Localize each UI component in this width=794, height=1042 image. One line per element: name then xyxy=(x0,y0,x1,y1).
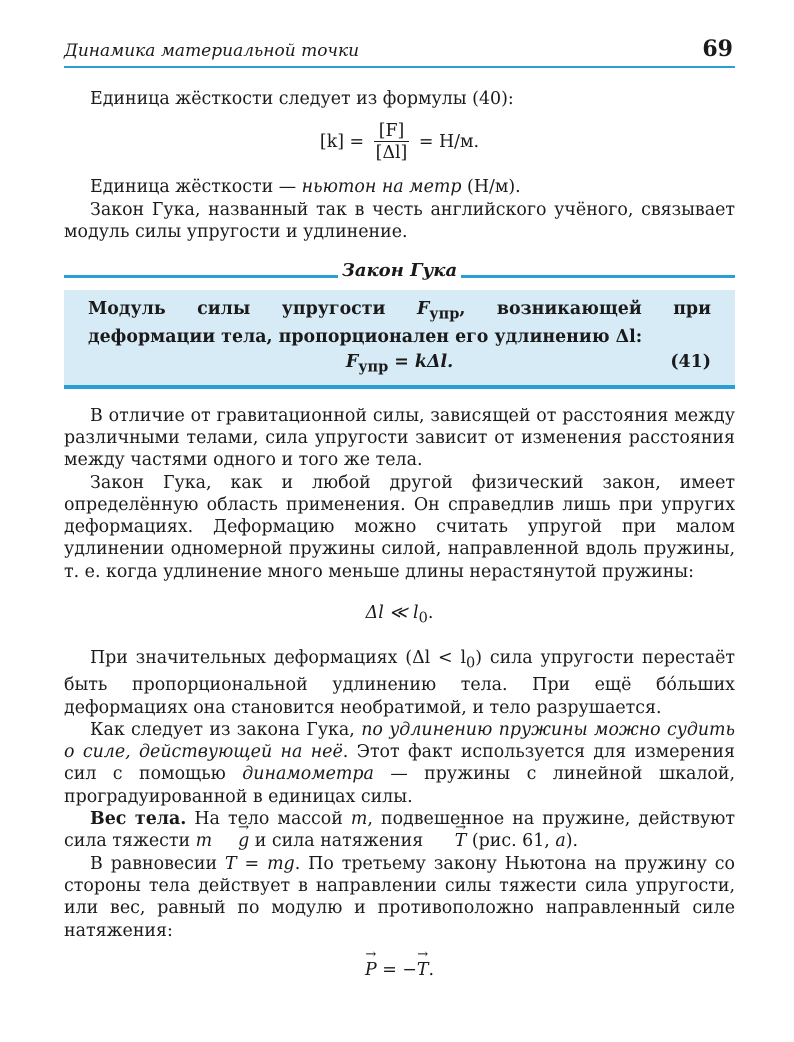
stiffness-unit-formula: [k] = $\frac{[F]}{[\Delta l]}$ = Н/м. xyxy=(319,121,480,164)
p6-end: ) сила упругости перестаёт быть пропорциональной удлинению тела. При ещё бо́льших деформациях она становится необратимой, и тело разрушается. xyxy=(64,647,735,718)
law-header xyxy=(64,260,735,286)
p7-start: Как следует из закона Гука, xyxy=(90,719,362,740)
p7-end: — пружины с линейной шкалой, проградуированной в единицах силы. xyxy=(64,764,735,807)
hooke-law-box xyxy=(64,260,735,388)
running-title: Динамика материальной точки xyxy=(64,41,360,61)
law-F-sub: упр xyxy=(429,305,460,323)
page-number: 69 xyxy=(702,36,733,62)
equation-number: (41) xyxy=(670,351,711,372)
formula2-end: . xyxy=(427,603,434,624)
p8-g-vector: → g xyxy=(212,830,249,852)
small-extension-formula xyxy=(64,603,735,626)
weight-formula xyxy=(64,960,735,980)
law-title: Закон Гука xyxy=(341,260,458,282)
equilibrium-paragraph xyxy=(64,853,735,942)
page-content xyxy=(64,88,735,1000)
unit-text-start: Единица жёсткости — xyxy=(90,177,302,198)
unit-text-end: (Н/м). xyxy=(461,177,521,198)
law-text-end: , возникающей при деформации тела, пропорционален его удлинению Δl: xyxy=(88,299,711,347)
intro-paragraph: Единица жёсткости следует из формулы (40): xyxy=(90,89,514,109)
p9-start: В равновесии xyxy=(90,853,226,874)
p8-fig: (рис. 61, xyxy=(466,831,556,852)
law-F: F xyxy=(416,299,430,320)
p8-end: ). xyxy=(565,831,579,852)
fraction-numerator: [F] xyxy=(374,121,410,142)
p6-sub: 0 xyxy=(466,654,476,671)
law-formula-F: F xyxy=(345,351,359,372)
p7-mid: . Этот факт используется для измерения сил с помощью xyxy=(64,742,735,785)
p8-T-vector: → T xyxy=(429,830,467,852)
law-header-line-right xyxy=(461,275,735,278)
running-header xyxy=(64,36,735,68)
law-text-start: Модуль силы упругости xyxy=(88,299,417,320)
law-formula-F-sub: упр xyxy=(358,358,389,376)
p8-m2: m xyxy=(195,831,213,852)
body-weight-paragraph xyxy=(64,808,735,853)
p8-a: а xyxy=(555,831,566,852)
formula3-P-vector: → P xyxy=(365,960,377,980)
formula-result: = Н/м. xyxy=(418,132,480,153)
p7-italic2: динамометра xyxy=(242,764,374,785)
p8-start: На тело массой xyxy=(186,809,351,830)
formula-fraction xyxy=(374,121,410,164)
p8-m: m xyxy=(350,809,368,830)
hooke-intro-paragraph: Закон Гука, названный так в честь английского учёного, связывает модуль силы упругости и удлинение. xyxy=(64,199,735,242)
formula-k: [k] xyxy=(319,132,345,153)
large-deformation-paragraph xyxy=(64,647,735,719)
law-statement xyxy=(64,290,735,388)
p8-mid: , подвешенное на пружине, действуют сила тяжести xyxy=(64,809,735,852)
dynamometer-paragraph xyxy=(64,719,735,808)
formula3-T-vector: → T xyxy=(417,960,429,980)
body-weight-heading: Вес тела. xyxy=(90,809,187,830)
fraction-denominator: [Δl] xyxy=(375,143,408,164)
formula3-mid: = − xyxy=(376,959,417,980)
formula3-end: . xyxy=(428,959,435,980)
elastic-vs-gravity-paragraph: В отличие от гравитационной силы, зависящей от расстояния между различными телами, сила упругости зависит от изменения расстояния между частями одного и того же тела. xyxy=(64,405,735,471)
p9-eq: T = mg xyxy=(225,853,295,874)
formula2-start: Δl ≪ l xyxy=(365,603,419,624)
p8-mid2: и сила натяжения xyxy=(249,831,429,852)
p7-italic: по удлинению пружины можно судить о силе, действующей на неё xyxy=(64,719,735,763)
unit-paragraph xyxy=(64,176,735,198)
p6-start: При значительных деформациях (Δl < l xyxy=(90,647,467,668)
formula2-sub: 0 xyxy=(418,610,428,627)
law-formula xyxy=(88,349,711,375)
law-formula-tail: = kΔl. xyxy=(388,351,454,372)
p9-end: . По третьему закону Ньютона на пружину со стороны тела действует в направлении силы тяжести сила упругости, или вес, равный по модулю и противоположно направленный силе натяжения: xyxy=(64,853,735,941)
applicability-paragraph: Закон Гука, как и любой другой физический закон, имеет определённую область применения. Он справедлив лишь при упругих деформациях. Деформацию можно считать упругой при малом удлинении одномерной пружины силой, направленной вдоль пружины, т. е. когда удлинение много меньше длины нерастянутой пружины: xyxy=(64,472,735,582)
unit-italic: ньютон на метр xyxy=(301,177,462,198)
law-text xyxy=(88,298,711,348)
